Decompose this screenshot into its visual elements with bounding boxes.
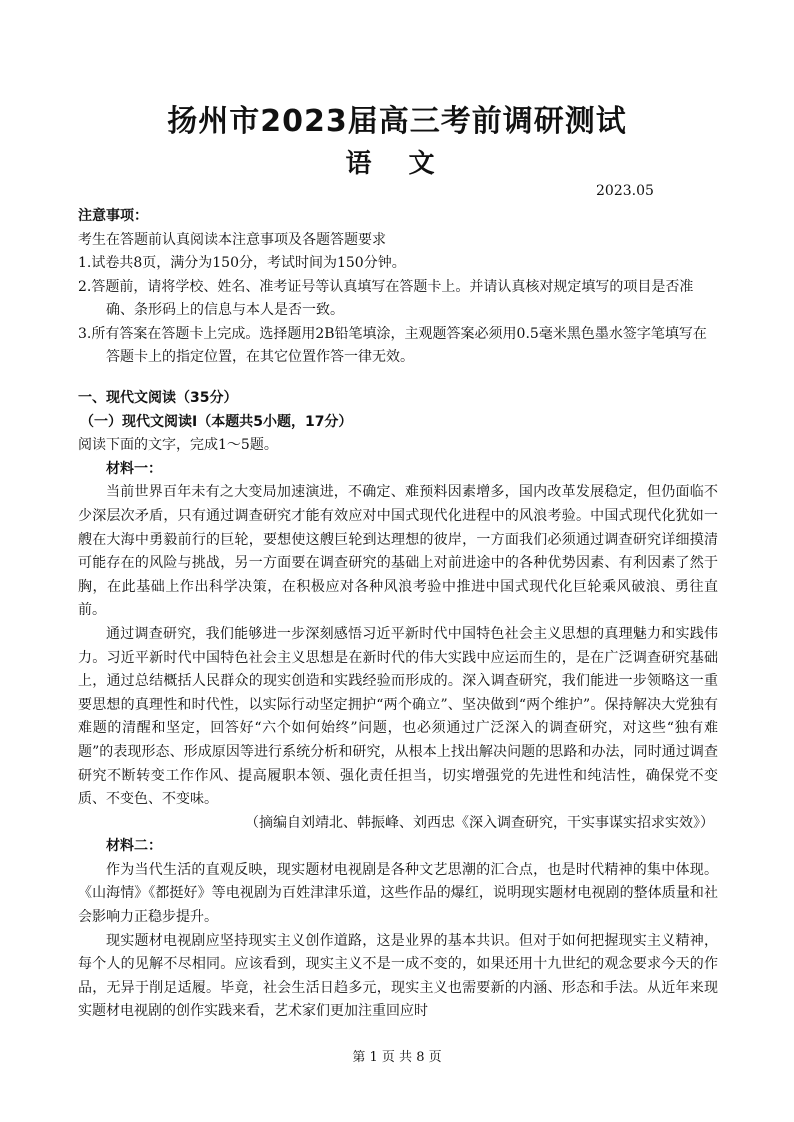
notice-block (78, 205, 718, 370)
section-subheading: （一）现代文阅读Ⅰ（本题共5小题，17分） (80, 413, 353, 430)
material-paragraph: 作为当代生活的直观反映，现实题材电视剧是各种文艺思潮的汇合点，也是时代精神的集中体现。《山海情》《都挺好》等电视剧为百姓津津乐道，这些作品的爆红，说明现实题材电视剧的整体质量和社会影响力正稳步提升。 (78, 861, 718, 926)
exam-date: 2023.05 (596, 183, 654, 199)
section-instruction: 阅读下面的文字，完成1～5题。 (78, 437, 278, 454)
exam-title: 扬州市2023届高三考前调研测试 (167, 104, 627, 139)
section-heading: 一、现代文阅读（35分） (78, 390, 238, 406)
notice-item: 1.试卷共8页，满分为150分，考试时间为150分钟。 (78, 255, 406, 271)
material-source: （摘编自刘靖北、韩振峰、刘西忠《深入调查研究，干实事谋实招求实效》） (245, 814, 714, 831)
page-number: 第 1 页 共 8 页 (352, 1050, 442, 1065)
reading-section (78, 387, 718, 1024)
notice-intro: 考生在答题前认真阅读本注意事项及各题答题要求 (78, 231, 386, 248)
material-label: 材料二： (106, 838, 162, 855)
notice-heading: 注意事项： (78, 208, 148, 224)
material-label: 材料一： (106, 460, 162, 477)
material-paragraph: 通过调查研究，我们能够进一步深刻感悟习近平新时代中国特色社会主义思想的真理魅力和实践伟力。习近平新时代中国特色社会主义思想是在新时代的伟大实践中应运而生的，是在广泛调查研究基础上，通过总结概括人民群众的现实创造和实践经验而形成的。深入调查研究，我们能进一步领略这一重要思想的真理性和时代性，以实际行动坚定拥护“两个确立”、坚决做到“两个维护”。保持解决大党独有难题的清醒和坚定，回答好“六个如何始终”问题，也必须通过广泛深入的调查研究，对这些“独有难题”的表现形态、形成原因等进行系统分析和研究，从根本上找出解决问题的思路和办法，同时通过调查研究不断转变工作作风、提高履职本领、强化责任担当，切实增强党的先进性和纯洁性，确保党不变质、不变色、不变味。 (78, 625, 718, 808)
material-paragraph: 现实题材电视剧应坚持现实主义创作道路，这是业界的基本共识。但对于如何把握现实主义精神，每个人的见解不尽相同。应该看到，现实主义不是一成不变的，如果还用十九世纪的观念要求今天的作品，无异于削足适履。毕竟，社会生活日趋多元，现实主义也需要新的内涵、形态和手法。从近年来现实题材电视剧的创作实践来看，艺术家们更加注重回应时 (78, 932, 718, 1020)
material-paragraph: 当前世界百年未有之大变局加速演进，不确定、难预料因素增多，国内改革发展稳定，但仍面临不少深层次矛盾，只有通过调查研究才能有效应对中国式现代化进程中的风浪考验。中国式现代化犹如一艘在大海中勇毅前行的巨轮，要想使这艘巨轮到达理想的彼岸，一方面我们必须通过调查研究详细摸清可能存在的风险与挑战，另一方面要在调查研究的基础上对前进途中的各种优势因素、有利因素了然于胸，在此基础上作出科学决策，在积极应对各种风浪考验中推进中国式现代化巨轮乘风破浪、勇往直前。 (78, 484, 718, 619)
notice-item: 2.答题前，请将学校、姓名、准考证号等认真填写在答题卡上。并请认真核对规定填写的项目是否准确、条形码上的信息与本人是否一致。 (78, 278, 694, 318)
subject-title: 语 文 (345, 149, 449, 179)
notice-item: 3.所有答案在答题卡上完成。选择题用2B铅笔填涂，主观题答案必须用0.5毫米黑色墨水签字笔填写在答题卡上的指定位置，在其它位置作答一律无效。 (78, 325, 707, 365)
